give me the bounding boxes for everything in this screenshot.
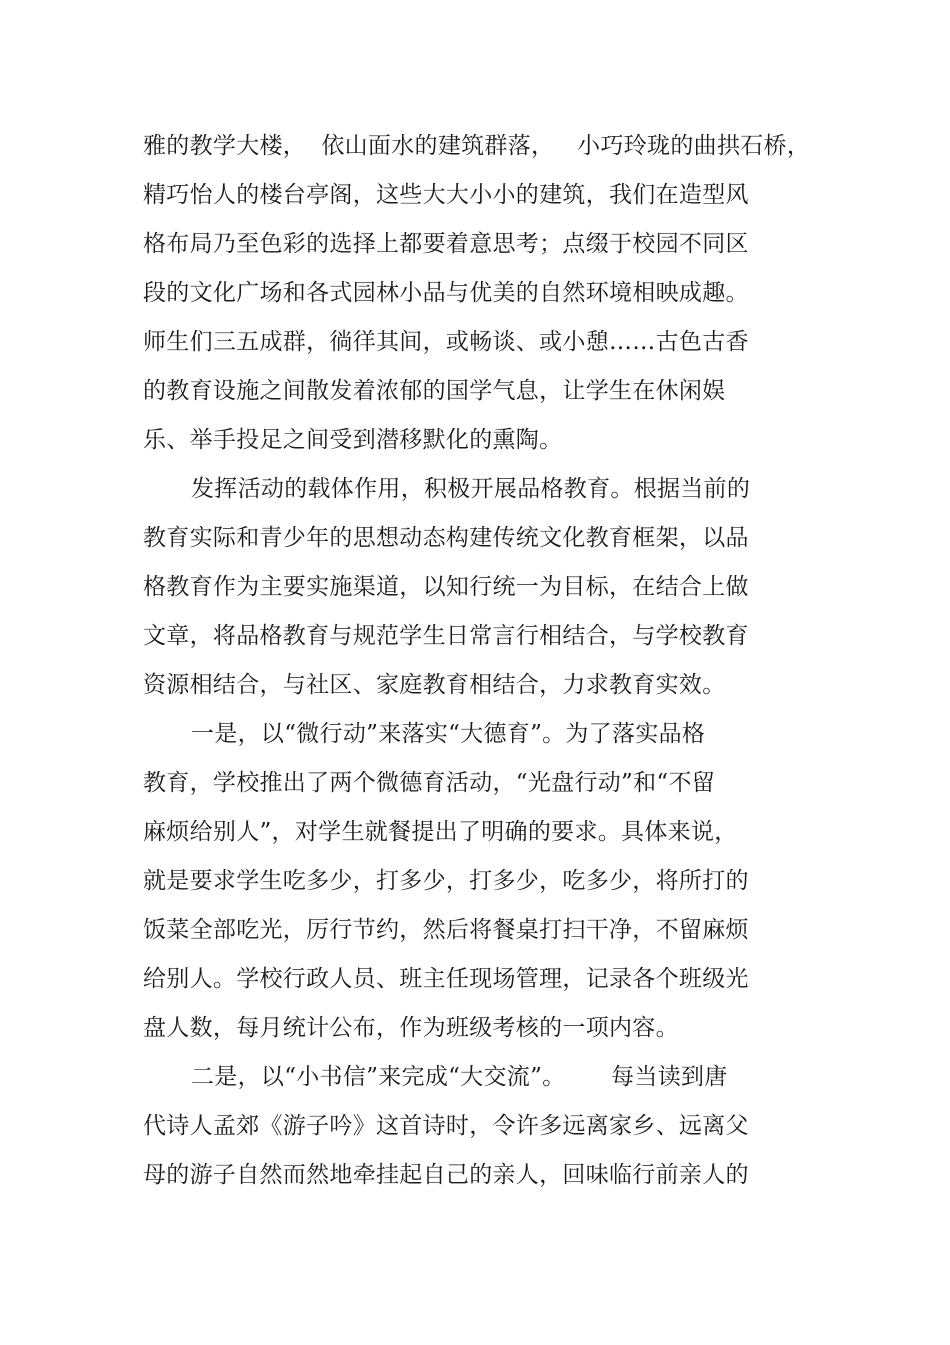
text-line: 就是要求学生吃多少，打多少，打多少，吃多少，将所打的 xyxy=(143,868,749,894)
text-line: 乐、举手投足之间受到潜移默化的熏陶。 xyxy=(143,427,563,453)
text-line: 文章，将品格教育与规范学生日常言行相结合，与学校教育 xyxy=(143,623,749,649)
text-line: 盘人数，每月统计公布，作为班级考核的一项内容。 xyxy=(143,1015,679,1041)
text-line: 代诗人孟郊《游子吟》这首诗时，令许多远离家乡、远离父 xyxy=(143,1113,749,1139)
text-line: 师生们三五成群，徜徉其间，或畅谈、或小憩……古色古香 xyxy=(143,329,749,355)
text-line: 母的游子自然而然地牵挂起自己的亲人，回味临行前亲人的 xyxy=(143,1162,749,1188)
paragraph-first-line: 发挥活动的载体作用，积极开展品格教育。根据当前的 xyxy=(191,476,751,502)
text-line: 格布局乃至色彩的选择上都要着意思考；点缀于校园不同区 xyxy=(143,231,749,257)
text-line: 教育，学校推出了两个微德育活动，“光盘行动”和“不留 xyxy=(143,770,716,796)
paragraph-first-line: 一是，以“微行动”来落实“大德育”。为了落实品格 xyxy=(191,721,706,747)
text-line: 资源相结合，与社区、家庭教育相结合，力求教育实效。 xyxy=(143,672,726,698)
text-line: 精巧怡人的楼台亭阁，这些大大小小的建筑，我们在造型风 xyxy=(143,182,749,208)
text-line: 麻烦给别人”，对学生就餐提出了明确的要求。具体来说， xyxy=(143,819,738,845)
text-line: 的教育设施之间散发着浓郁的国学气息，让学生在休闲娱 xyxy=(143,378,726,404)
text-line: 饭菜全部吃光，厉行节约，然后将餐桌打扫干净，不留麻烦 xyxy=(143,917,749,943)
body-text xyxy=(143,122,823,1200)
text-line: 教育实际和青少年的思想动态构建传统文化教育框架，以品 xyxy=(143,525,749,551)
text-line: 雅的教学大楼， 依山面水的建筑群落， 小巧玲珑的曲拱石桥， xyxy=(143,133,811,159)
text-line: 给别人。学校行政人员、班主任现场管理，记录各个班级光 xyxy=(143,966,749,992)
text-line: 格教育作为主要实施渠道，以知行统一为目标，在结合上做 xyxy=(143,574,749,600)
text-line: 段的文化广场和各式园林小品与优美的自然环境相映成趣。 xyxy=(143,280,749,306)
paragraph-first-line: 二是，以“小书信”来完成“大交流”。 每当读到唐 xyxy=(191,1064,728,1090)
